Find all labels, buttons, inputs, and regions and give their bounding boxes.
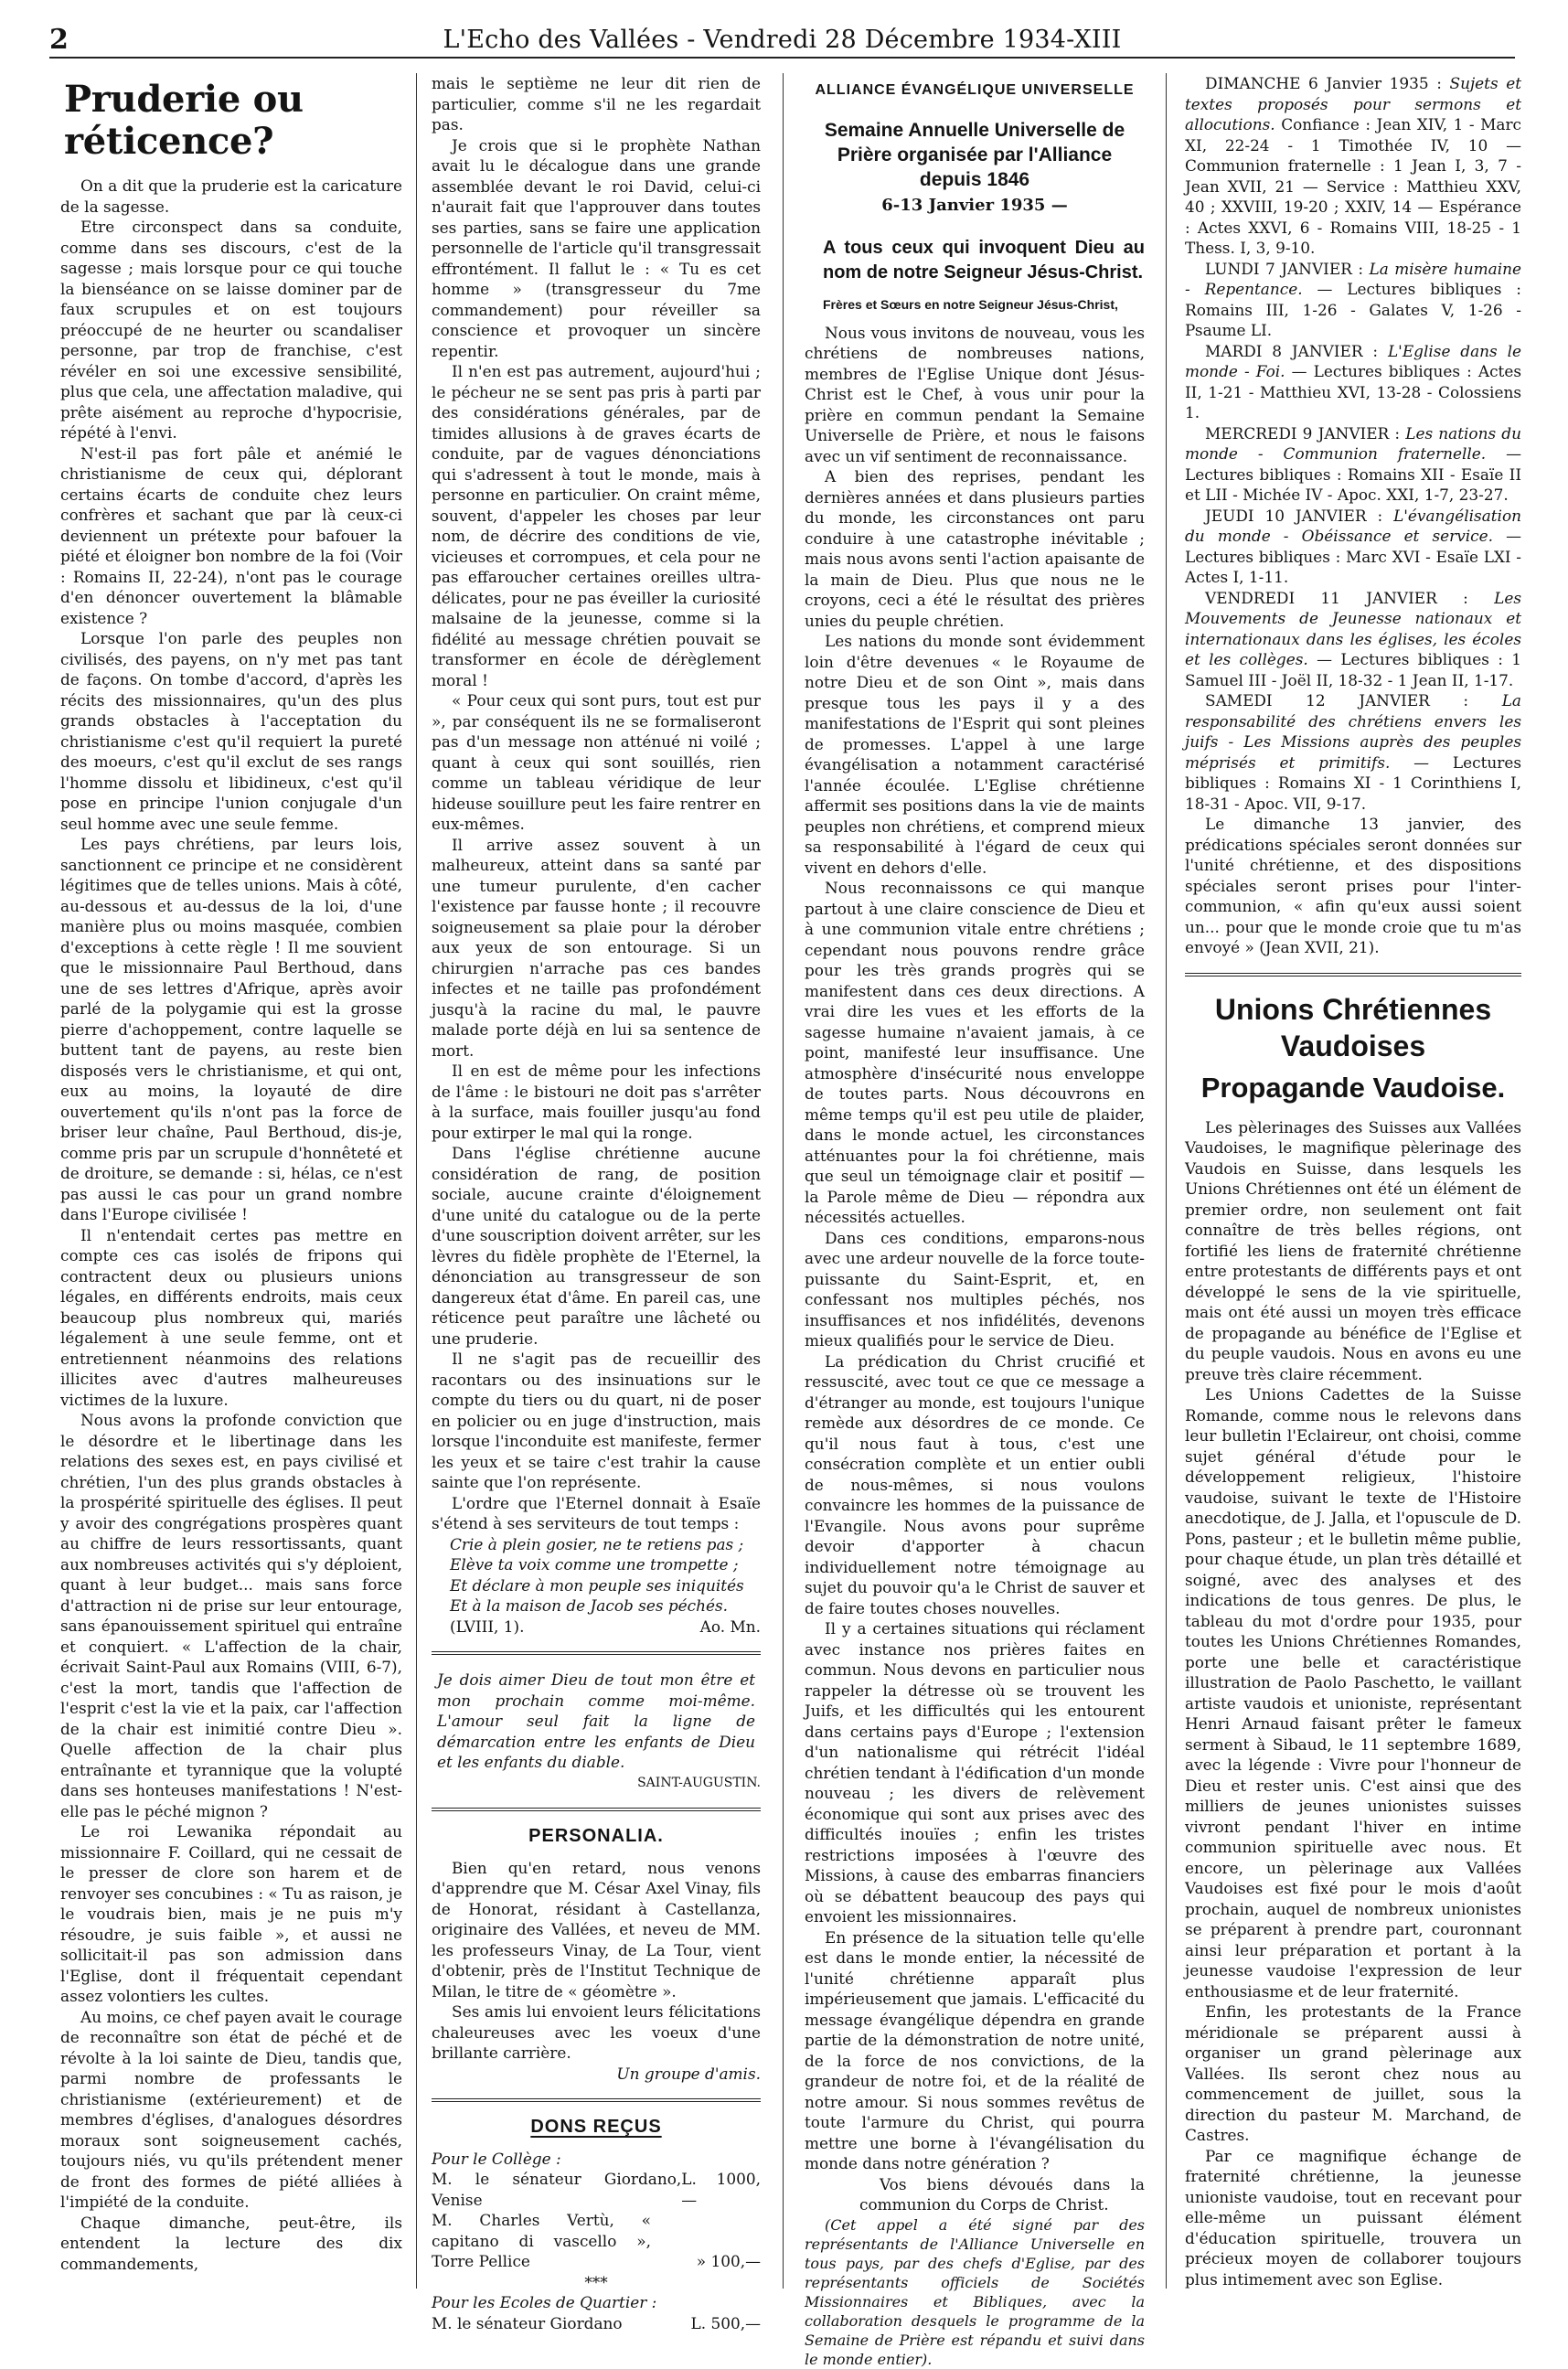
article-paragraph: Il n'entendait certes pas mettre en compte ces cas isolés de fripons qui contractent deux ou plusieurs unions légales, en différents endroits, mais ceux beaucoup plus nombreux qui, mariés légalement à une seule femme, ont et entretiennent néanmoins des relations illicites avec d'autres malheureuses victimes de la luxure.	[60, 1225, 402, 1409]
quote-author: SAINT-AUGUSTIN.	[637, 1775, 761, 1790]
program-day	[1185, 73, 1521, 259]
program-theme: Les nations du monde - Communion fraternelle.	[1185, 423, 1521, 463]
verse-reference: (LVIII, 1).	[450, 1617, 525, 1636]
donation-currency: »	[696, 2252, 707, 2270]
alliance-title: ALLIANCE ÉVANGÉLIQUE UNIVERSELLE	[815, 82, 1135, 98]
bible-verse: Elève ta voix comme une trompette ;	[450, 1555, 739, 1574]
program-day-label: DIMANCHE 6 Janvier 1935 :	[1205, 74, 1442, 92]
program-day-label: MERCREDI 9 JANVIER :	[1205, 423, 1401, 443]
alliance-subtitle: Semaine Annuelle Universelle de Prière organisée par l'Alliance depuis 1846	[824, 119, 1125, 190]
article-paragraph: Les Unions Cadettes de la Suisse Romande, comme nous le relevons dans leur bulletin l'Eclaireur, ont choisi, comme sujet général d'étude pour le développement religieux, l'histoire vaudoise, suivant le texte de l'Histoire anecdotique, de J. Jalla, et l'opuscule de D. Pons, pasteur ; et le bulletin même publie, pour chaque étude, un plan très détaillé et soigné, avec des analyses et des indications de tous genres. De plus, le tableau du mot d'ordre pour 1935, pour toutes les Unions Chrétiennes Romandes, porte une belle et caractéristique illustration de Paolo Paschetto, le vaillant artiste vaudois et unioniste, représentant Henri Arnaud faisant prêter le fameux serment à Sibaud, le 11 septembre 1689, avec la légende : Vivre pour l'honneur de Dieu et rester unis. C'est ainsi que des milliers de jeunes unionistes suisses vivront pendant l'hiver en intime communion spirituelle avec nous. Et encore, un pèlerinage aux Vallées Vaudoises est fixé pour le mois d'août prochain, auquel de nombreux unionistes se préparent à prendre part, couronnant ainsi leur préparation et portant à la jeunesse vaudoise l'expression de leur enthousiasme et de leur fraternité.	[1185, 1385, 1521, 2001]
program-readings: — Lectures bibliques : Marc XVI - Esaïe LXI - Actes I, 1-11.	[1185, 527, 1521, 586]
divider	[432, 2098, 761, 2102]
personalia-title: PERSONALIA.	[528, 1826, 664, 1846]
program-day	[1185, 506, 1521, 588]
article-paragraph: N'est-il pas fort pâle et anémié le christianisme de ceux qui, déplorant certains écarts de conduite chez leurs confrères et sachant que par là ceux-ci deviennent un prétexte pour bafouer la piété et éloigner bon nombre de la foi (Voir : Romains II, 22-24), n'ont pas le courage d'en dénoncer ouvertement la blâmable existence ?	[60, 443, 402, 627]
divider	[432, 1808, 761, 1811]
article-paragraph: Les pèlerinages des Suisses aux Vallées Vaudoises, le magnifique pèlerinage des Vaudois en Suisse, dans lesquels les Unions Chrétiennes ont été un élément de premier ordre, non seulement ont fait connaître de très belles régions, ont fortifié les liens de fraternité chrétienne entre protestants de différents pays et ont développé le sens de la vie spirituelle, mais ont été aussi un moyen très efficace de propagande au bénéfice de l'Eglise et du peuple vaudois. Nous en avons eu une preuve très claire récemment.	[1185, 1117, 1521, 1383]
appeal-closing: Vos biens dévoués dans la communion du Corps de Christ.	[859, 2174, 1145, 2214]
article-paragraph: On a dit que la pruderie est la caricature de la sagesse.	[60, 176, 402, 216]
article-paragraph: Par ce magnifique échange de fraternité chrétienne, la jeunesse unioniste vaudoise, tout en recevant pour elle-même un puissant élément d'éducation spirituelle, trouvera un précieux moyen de collaborer toujours plus intimement avec son Eglise.	[1185, 2146, 1521, 2289]
article-paragraph: Dans l'église chrétienne aucune considération de rang, de position sociale, aucune crainte d'éloignement d'une unité du catalogue ou de la perte d'une souscription doivent arrêter, sur les lèvres du fidèle prophète de l'Eternel, la dénonciation au transgresseur de son dangereux état d'âme. En pareil cas, une réticence peut paraître une lâcheté ou une pruderie.	[432, 1144, 761, 1348]
article-paragraph: Je crois que si le prophète Nathan avait lu le décalogue dans une grande assemblée devant le roi David, celui-ci n'aurait fait que l'approuver dans toutes ses parties, sans se faire une application personnelle de l'article qu'il transgressait effrontément. Il fallut le : « Tu es cet homme » (transgresseur du 7me commandement) pour réveiller sa conscience et provoquer un sincère repentir.	[432, 135, 761, 360]
program-day	[1185, 423, 1521, 506]
program-note: Le dimanche 13 janvier, des prédications spéciales seront données sur l'unité chrétienne, et des dispositions spéciales seront prises pour l'inter-communion, « afin qu'eux aussi soient un... pour que le monde croie que tu m'as envoyé » (Jean XVII, 21).	[1185, 815, 1521, 956]
program-theme: L'Eglise dans le monde - Foi.	[1185, 341, 1521, 380]
verse-footer	[432, 1617, 761, 1638]
dons-title: DONS REÇUS	[530, 2117, 662, 2137]
masthead-title: L'Echo des Vallées - Vendredi 28 Décembre 1934-XIII	[443, 26, 1122, 54]
alliance-dates: 6-13 Janvier 1935 —	[881, 195, 1068, 215]
program-day	[1185, 588, 1521, 691]
donation-row	[432, 2313, 761, 2334]
column-4	[1185, 73, 1521, 2290]
article-paragraph: Dans ces conditions, emparons-nous avec une ardeur nouvelle de la force toute-puissante du Saint-Esprit, et, en confessant nos multiples péchés, nos insuffisances et nos infidélités, devenons mieux qualifiés pour le service de Dieu.	[805, 1228, 1145, 1350]
column-2	[432, 73, 761, 2332]
program-day-label: LUNDI 7 JANVIER :	[1205, 259, 1364, 278]
section-subheadline: Propagande Vaudoise.	[1200, 1071, 1506, 1104]
donation-row	[432, 2169, 761, 2210]
bible-verse: Et déclare à mon peuple ses iniquités	[450, 1575, 744, 1595]
program-day-label: JEUDI 10 JANVIER :	[1205, 506, 1383, 525]
divider	[432, 1651, 761, 1655]
program-readings: — Lectures bibliques : Romains III, 1-26 - Galates V, 1-26 - Psaume LI.	[1185, 280, 1521, 339]
article-paragraph: Il n'en est pas autrement, aujourd'hui ; le pécheur ne se sent pas pris à parti par des considérations générales, par de timides allusions à de graves écarts de conduite, par de vagues dénonciations qui s'adressent à tout le monde, mais à personne en particulier. On craint même, souvent, d'appeler les choses par leur nom, de décrire des conditions de vie, vicieuses et corrompues, et cela pour ne pas effaroucher certaines oreilles ultra-délicates, pour ne pas éveiller la curiosité malsaine de la jeunesse, comme si la fidélité au message chrétien pouvait se transformer en école de dérèglement moral !	[432, 362, 761, 689]
article-paragraph: La prédication du Christ crucifié et ressuscité, avec tout ce que ce message a d'étranger au monde, est toujours l'unique remède aux désordres de ce monde. Ce qu'il nous faut à tous, c'est une consécration complète et un entier oubli de nous-mêmes, si nous voulons convaincre les hommes de la puissance de l'Evangile. Nous avons pour suprême devoir d'apporter à chacun individuellement notre témoignage au sujet du pouvoir qu'a le Christ de sauver et de faire toutes choses nouvelles.	[805, 1351, 1145, 1617]
personalia-signature: Un groupe d'amis.	[616, 2064, 761, 2083]
quote-text: Je dois aimer Dieu de tout mon être et mon prochain comme moi-même. L'amour seul fait la ligne de démarcation entre les enfants de Dieu et les enfants du diable.	[437, 1670, 755, 1771]
article-paragraph: Il ne s'agit pas de recueillir des racontars ou des insinuations sur le compte du tiers ou du quart, ni de poser en policier ou en juge d'instruction, mais lorsque l'inconduite est manifeste, fermer les yeux et se taire c'est trahir la cause sainte que l'on représente.	[432, 1350, 761, 1491]
program-theme: La responsabilité des chrétiens envers les juifs - Les Missions auprès des peuples méprisés et primitifs.	[1185, 691, 1521, 772]
appeal-signature-note: (Cet appel a été signé par des représentants de l'Alliance Universelle en tous pays, par des chefs d'Eglise, par des représentants officiels de Sociétés Missionnaires et Bibliques, avec la collaboration desquels le programme de la Semaine de Prière est répandu et suivi dans le monde entier).	[805, 2215, 1145, 2368]
masthead	[49, 20, 1515, 59]
donation-amount: 1000,—	[681, 2170, 761, 2209]
program-theme: L'évangélisation du monde - Obéissance et service.	[1185, 506, 1521, 545]
section-headline: Unions Chrétiennes Vaudoises	[1214, 992, 1492, 1062]
donation-currency: L.	[681, 2170, 697, 2188]
program-day	[1185, 690, 1521, 814]
program-theme: Les Mouvements de Jeunesse nationaux et internationaux dans les églises, les écoles et les collèges.	[1185, 588, 1521, 668]
article-paragraph: « Pour ceux qui sont purs, tout est pur », par conséquent ils ne se formaliseront pas d'un message non atténué ni voilé ; quant à ceux qui sont souillés, rien comme un tableau véridique de leur hideuse souillure peut les faire rentrer en eux-mêmes.	[432, 691, 761, 833]
article-paragraph: Il arrive assez souvent à un malheureux, atteint dans sa santé par une tumeur purulente, d'en cacher l'existence par fausse honte ; il recouvre soigneusement sa plaie pour la dérober aux yeux de son entourage. Si un chirurgien n'arrache pas ces bandes infectes et ne taille pas profondément jusqu'à la racine du mal, le pauvre malade porte déjà en lui sa sentence de mort.	[432, 835, 761, 1060]
article-paragraph: L'ordre que l'Eternel donnait à Esaïe s'étend à ses serviteurs de tout temps :	[432, 1493, 761, 1532]
article-paragraph: Les nations du monde sont évidemment loin d'être devenues « le Royaume de notre Dieu et de son Oint », mais dans presque tous les pays il y a des manifestations de l'Esprit qui sont pleines de promesses. L'appel à une large évangélisation a notamment caractérisé l'année écoulée. L'Eglise chrétienne affermit ses positions dans la vie de maints peuples non chrétiens, et comprend mieux sa responsabilité à l'égard de ceux qui vivent en dehors d'elle.	[805, 632, 1145, 877]
divider	[1185, 973, 1521, 976]
article-signature: Ao. Mn.	[699, 1617, 761, 1636]
donation-amount: 500,—	[710, 2313, 761, 2332]
donor-name: M. le sénateur Giordano	[432, 2313, 623, 2332]
donor-name: M. Charles Vertù, « capitano di vascello », Torre Pellice	[432, 2211, 651, 2270]
column-1	[60, 73, 402, 2290]
article-paragraph: Il en est de même pour les infections de l'âme : le bistouri ne doit pas s'arrêter à la surface, mais fouiller jusqu'au fond pour extirper le mal qui la ronge.	[432, 1062, 761, 1142]
article-paragraph: Etre circonspect dans sa conduite, comme dans ses discours, c'est de la sagesse ; mais lorsque pour ce qui touche la bienséance on se laisse dominer par de faux scrupules et on est toujours préoccupé de ne heurter ou scandaliser personne, par trop de franchise, c'est révéler en soi une excessive sensibilité, plus que cela, une affectation maladive, qui prête aisément au reproche d'hypocrisie, répété à l'envi.	[60, 218, 402, 442]
program-readings: — Lectures bibliques : Romains XI - 1 Corinthiens I, 18-31 - Apoc. VII, 9-17.	[1185, 752, 1521, 813]
program-day-label: SAMEDI 12 JANVIER :	[1205, 691, 1469, 710]
article-paragraph: Au moins, ce chef payen avait le courage de reconnaître son état de péché et de révolte à la loi sainte de Dieu, tandis que, parmi nombre de professants le christianisme (extérieurement) et de membres d'églises, d'analogues désordres moraux sont soigneusement cachés, toujours niés, vu qu'ils prétendent mener de front des formes de piété alliées à l'impiété de la conduite.	[60, 2007, 402, 2211]
article-paragraph: Nous reconnaissons ce qui manque partout à une claire conscience de Dieu et à une communion vitale entre chrétiens ; cependant nous pouvons rendre grâce pour les très grands progrès qui se manifestent dans ces deux directions. A vrai dire les vues et les efforts de la sagesse humaine n'avaient jamais, à ce point, manifesté leur insuffisance. Une atmosphère d'insécurité nous enveloppe de toutes parts. Nous découvrons en même temps qu'il est peu utile de plaider, dans le monde actuel, les circonstances atténuantes pour la foi chrétienne, mais que seul un témoignage clair et positif — la Parole même de Dieu — répondra aux nécessités actuelles.	[805, 879, 1145, 1226]
personalia-paragraph: Bien qu'en retard, nous venons d'apprendre que M. César Axel Vinay, fils de Honorat, résidant à Castellanza, originaire des Vallées, et neveu de MM. les professeurs Vinay, de La Tour, vient d'obtenir, près de l'Institut Technique de Milan, le titre de « géomètre ».	[432, 1858, 761, 2001]
program-day	[1185, 341, 1521, 423]
donation-currency: L.	[690, 2313, 707, 2332]
donation-amount: 100,—	[710, 2252, 761, 2270]
article-headline: Pruderie ou réticence?	[64, 78, 304, 163]
column-rule	[783, 73, 784, 2289]
article-paragraph: Il y a certaines situations qui réclament avec instance nos prières faites en commun. Nous devons en particulier nous rappeler la détresse où se trouvent les Juifs, et les difficultés qui les entourent dans certains pays d'Europe ; l'extension d'un nationalisme qui rétrécit l'idéal chrétien tendant à l'édification d'un monde nouveau ; les divers de relèvement économique qui sont aux prises avec des difficultés inouïes ; enfin les tristes restrictions imposées à l'œuvre des Missions, à cause des embarras financiers où se débattent beaucoup des pays qui envoient les missionnaires.	[805, 1619, 1145, 1926]
article-paragraph: Nous avons la profonde conviction que le désordre et le libertinage dans les relations des sexes est, en pays civilisé et chrétien, l'un des plus grands obstacles à la prospérité spirituelle des églises. Il peut y avoir des congrégations prospères quant au chiffre de leurs ressortissants, quant aux nombreuses activités qui s'y déploient, quant à leur budget... mais sans force d'attraction ni de prise sur leur entourage, sans épanouissement spirituel qui entraîne et conquiert. « L'affection de la chair, écrivait Saint-Paul aux Romains (VIII, 6-7), c'est la mort, tandis que l'affection de l'esprit c'est la vie et la paix, car l'affection de la chair est inimitié contre Dieu ». Quelle affection de la chair plus entraînante et tyrannique que la volupté dans ses honteuses manifestations ! N'est-elle pas le péché mignon ?	[60, 1411, 402, 1820]
appeal-headline: A tous ceux qui invoquent Dieu au nom de notre Seigneur Jésus-Christ.	[823, 238, 1145, 283]
program-readings: — Lectures bibliques : Romains XII - Esaïe II et LII - Michée IV - Apoc. XXI, 1-7, 23-27.	[1185, 444, 1521, 504]
program-readings: — Lectures bibliques : 1 Samuel III - Joël II, 18-32 - 1 Jean II, 1-17.	[1185, 650, 1521, 689]
program-theme: Sujets et textes proposés pour sermons et allocutions.	[1185, 74, 1521, 133]
donor-name: M. le sénateur Giordano, Venise	[432, 2170, 682, 2209]
column-rule	[1166, 73, 1167, 2289]
page-number: 2	[49, 24, 69, 56]
article-paragraph: Les pays chrétiens, par leurs lois, sanctionnent ce principe et ne considèrent légitimes que de telles unions. Mais à côté, au-dessous et au-dessus de la loi, d'une manière plus ou moins masquée, combien d'exceptions à cette règle ! Il me souvient que le missionnaire Paul Berthoud, dans une de ses lettres d'Afrique, après avoir parlé de la polygamie qui est la grosse pierre d'achoppement, contre laquelle se buttent tant de payens, au reste bien disposés vers le christianisme, et qui ont, eux au moins, la loyauté de dire ouvertement qu'ils n'ont pas la force de briser leur chaîne, Paul Berthoud, dis-je, comme pris par un scrupule d'honnêteté et de droiture, se demande : si, hélas, ce n'est pas aussi le cas pour un grand nombre dans l'Europe civilisée !	[60, 835, 402, 1223]
article-paragraph: mais le septième ne leur dit rien de particulier, comme s'il ne les regardait pas.	[432, 74, 761, 133]
bible-verse: Et à la maison de Jacob ses péchés.	[450, 1596, 729, 1615]
column-3	[805, 73, 1145, 2368]
program-day-label: MARDI 8 JANVIER :	[1205, 341, 1379, 360]
program-readings: Confiance : Jean XIV, 1 - Marc XI, 22-24 - 1 Timothée IV, 10 — Communion fraternelle : 1 Jean I, 3, 7 - Jean XVII, 21 — Service : Matthieu XXV, 40 ; XXVIII, 19-20 ; XXIV, 14 — Espérance : Actes XXVI, 6 - Romains VIII, 18-25 - 1 Thess. I, 3, 9-10.	[1185, 115, 1521, 257]
program-day	[1185, 259, 1521, 341]
article-paragraph: Chaque dimanche, peut-être, ils entendent la lecture des dix commandements,	[60, 2213, 402, 2273]
article-paragraph: A bien des reprises, pendant les dernières années et dans plusieurs parties du monde, les circonstances ont paru conduire à une catastrophe inévitable ; mais nous avons senti l'action apaisante de la main de Dieu. Plus que nous ne le croyons, ceci a été le résultat des prières unies du peuple chrétien.	[805, 467, 1145, 630]
article-paragraph: Lorsque l'on parle des peuples non civilisés, des payens, on n'y met pas tant de façons. On tombe d'accord, d'après les récits des missionnaires, qu'un des plus grands obstacles à l'acceptation du christianisme c'est qu'il requiert la pureté des moeurs, c'est qu'il exclut de ses rangs l'homme dissolu et libidineux, c'est qu'il pose en principe l'union conjugale d'un seul homme avec une seule femme.	[60, 629, 402, 833]
column-rule	[416, 73, 417, 2289]
appeal-salutation: Frères et Sœurs en notre Seigneur Jésus-Christ,	[823, 297, 1118, 312]
article-paragraph: Nous vous invitons de nouveau, vous les chrétiens de nombreuses nations, membres de l'Eglise Unique dont Jésus-Christ est le Chef, à vous unir pour la prière en commun pendant la Semaine Universelle de Prière, et nous le faisons avec un vif sentiment de reconnaissance.	[805, 323, 1145, 465]
dons-separator: ***	[584, 2272, 608, 2291]
program-day-label: VENDREDI 11 JANVIER :	[1205, 588, 1468, 607]
program-theme: La misère humaine - Repentance.	[1185, 259, 1521, 298]
article-paragraph: En présence de la situation telle qu'elle est dans le monde entier, la nécessité de l'unité chrétienne apparaît plus impérieusement que jamais. L'efficacité du message évangélique dépendra en grande partie de la démonstration de notre unité, de la force de nos convictions, de la grandeur de notre foi, et de la réalité de notre amour. Si nous sommes revêtus de toute l'armure du Christ, qui pourra mettre une borne à l'évangélisation du monde dans notre génération ?	[805, 1927, 1145, 2172]
program-readings: — Lectures bibliques : Actes II, 1-21 - Matthieu XVI, 13-28 - Colossiens 1.	[1185, 362, 1521, 422]
dons-category: Pour le Collège :	[432, 2149, 561, 2168]
dons-category: Pour les Ecoles de Quartier :	[432, 2293, 657, 2311]
personalia-paragraph: Ses amis lui envoient leurs félicitations chaleureuses avec les voeux d'une brillante carrière.	[432, 2002, 761, 2062]
article-paragraph: Enfin, les protestants de la France méridionale se préparent aussi à organiser un grand pèlerinage aux Vallées. Ils seront chez nous au commencement de juillet, sous la direction du pasteur M. Marchand, de Castres.	[1185, 2002, 1521, 2144]
bible-verse: Crie à plein gosier, ne te retiens pas ;	[450, 1534, 744, 1553]
donation-row	[432, 2210, 761, 2272]
article-paragraph: Le roi Lewanika répondait au missionnaire F. Coillard, qui ne cessait de le presser de clore son harem et de renvoyer ses concubines : « Tu as raison, je le voudrais bien, mais je ne puis m'y résoudre, je suis faible », et aussi ne sollicitait-il pas son admission dans l'Eglise, dont il fréquentait cependant assez volontiers les cultes.	[60, 1822, 402, 2005]
